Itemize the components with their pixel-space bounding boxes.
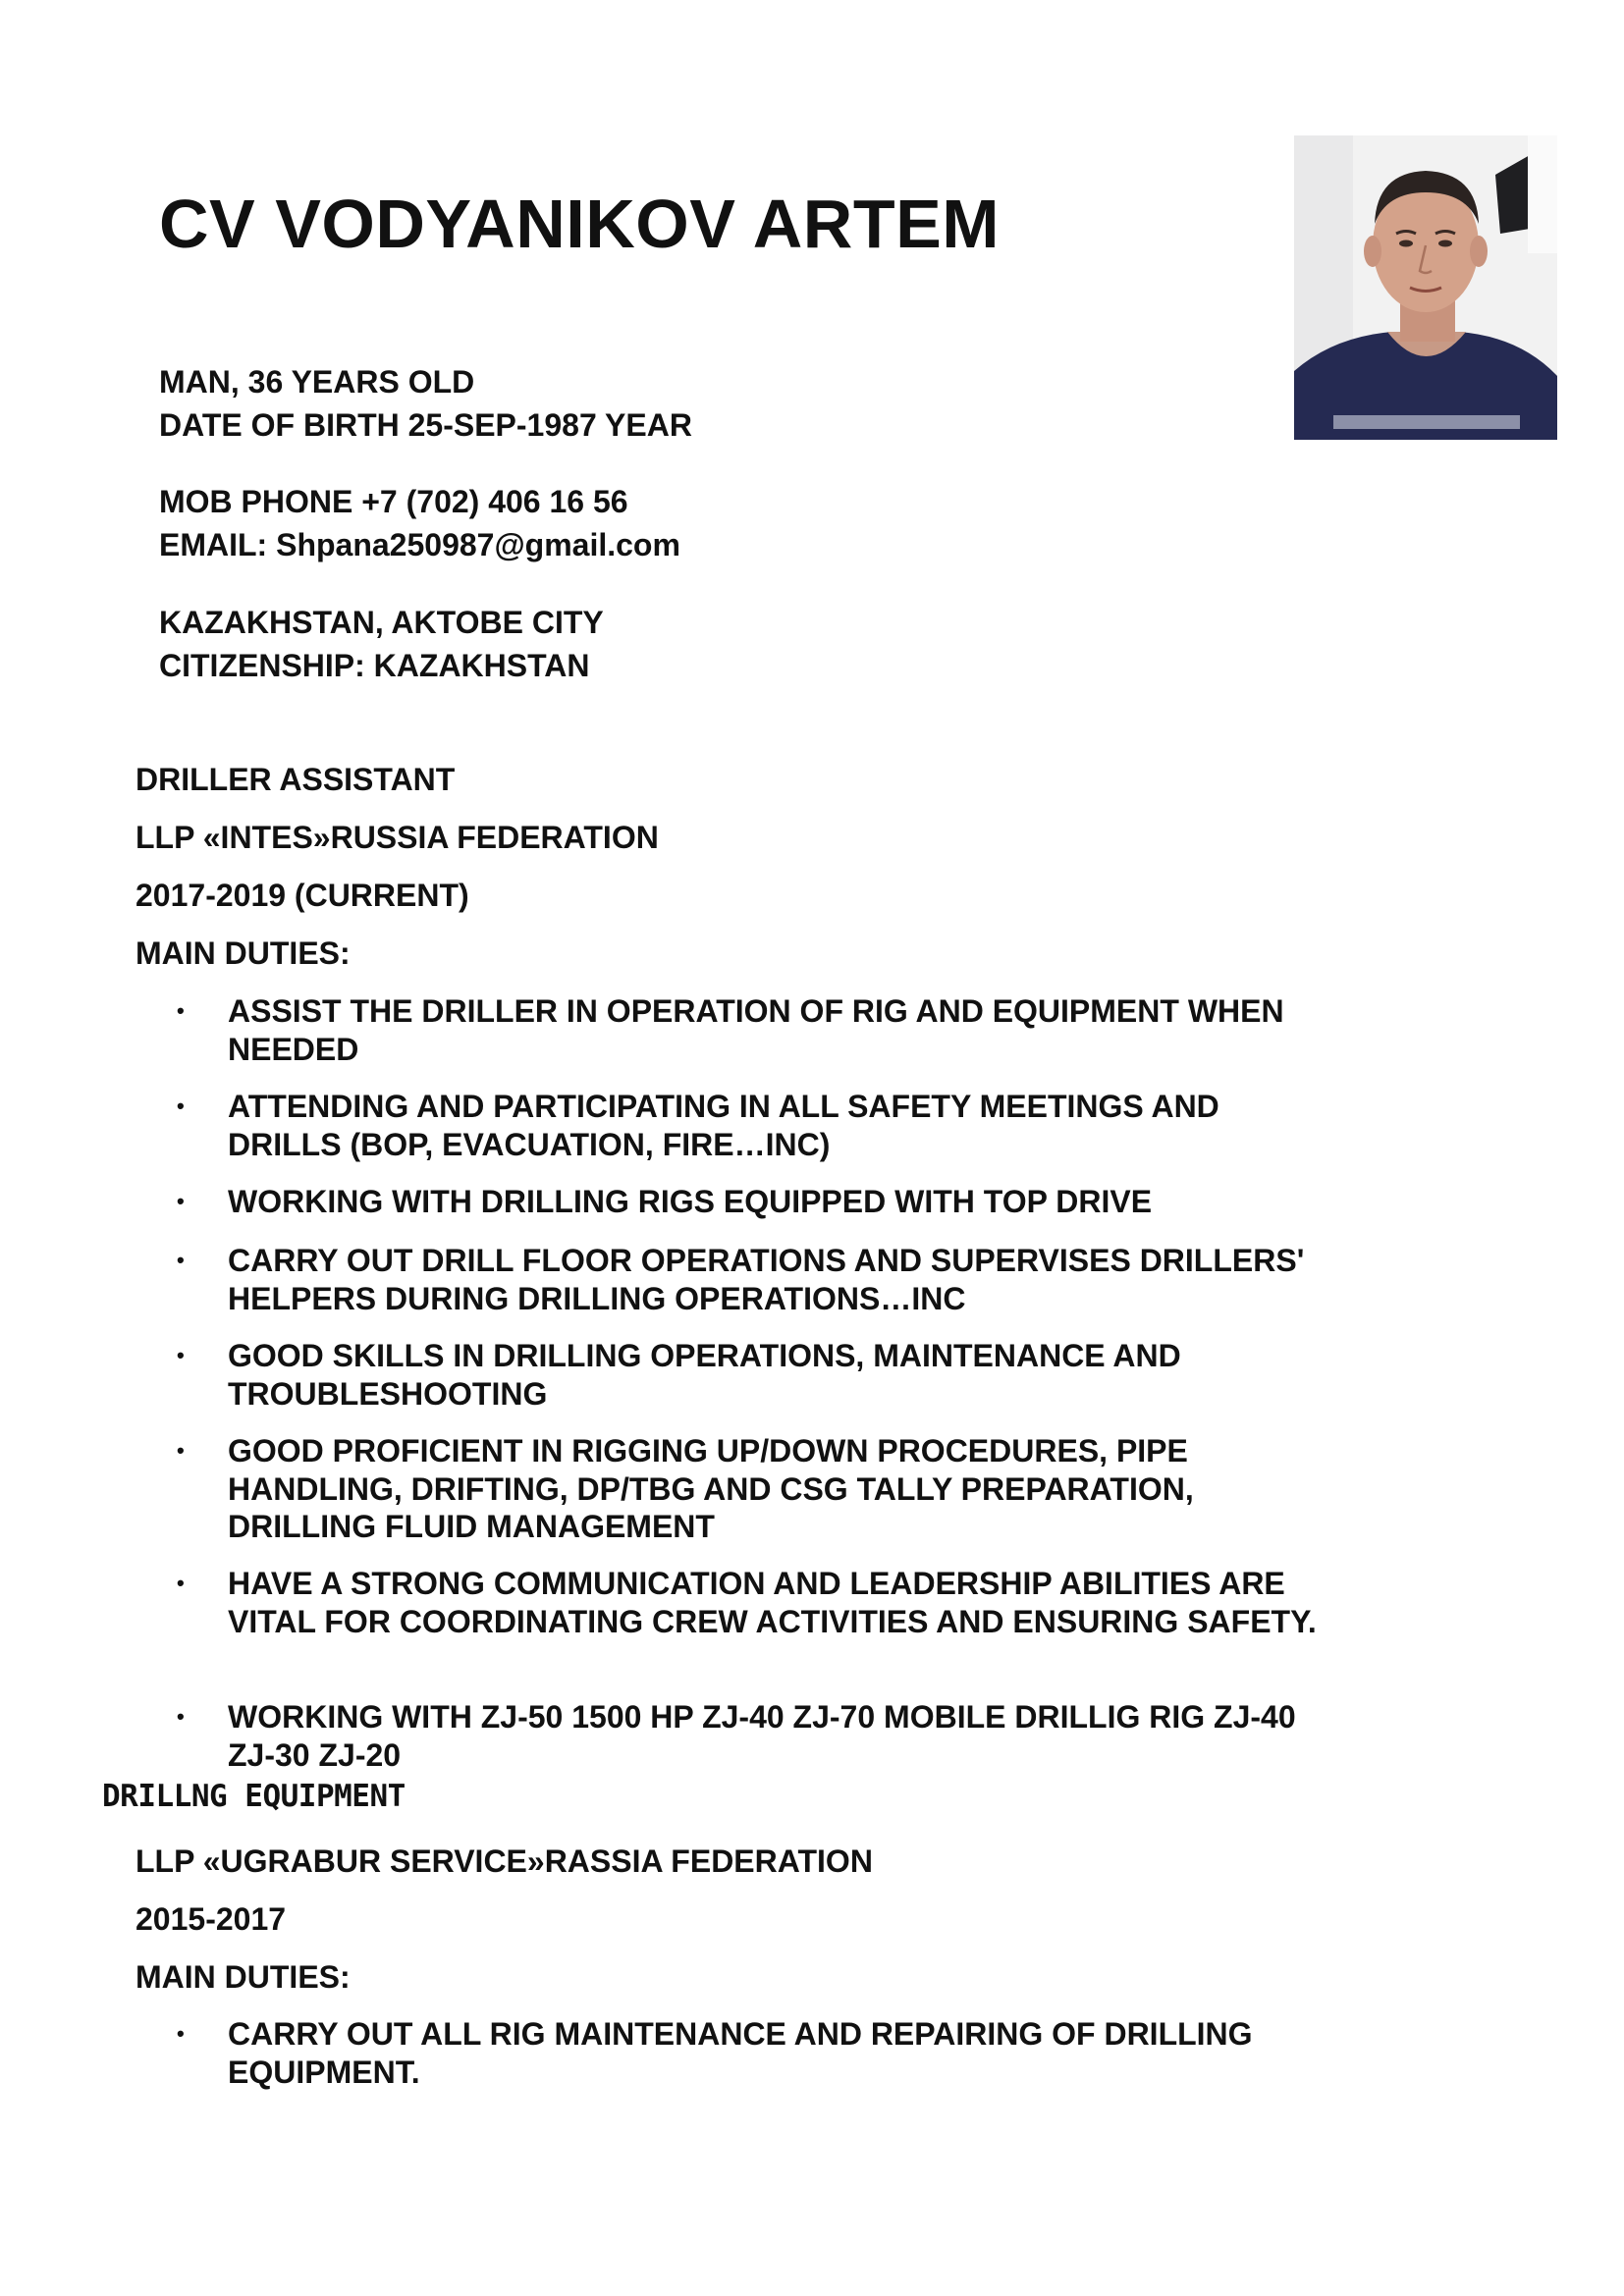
bullet-icon: • [177, 1571, 185, 1595]
bullet-icon: • [177, 1704, 185, 1729]
list-item [167, 1242, 1326, 1317]
list-item [167, 1088, 1326, 1163]
list-item [167, 1183, 1326, 1221]
duty-text: ASSIST THE DRILLER IN OPERATION OF RIG AND EQUIPMENT WHEN NEEDED [228, 993, 1284, 1067]
bullet-icon: • [177, 1343, 185, 1367]
bullet-icon: • [177, 1438, 185, 1463]
mobile-phone: MOB PHONE +7 (702) 406 16 56 [159, 484, 628, 519]
page-title: CV VODYANIKOV ARTEM [159, 186, 1001, 262]
location-info [159, 601, 604, 687]
duty-text: WORKING WITH ZJ-50 1500 HP ZJ-40 ZJ-70 MOBILE DRILLIG RIG ZJ-40 ZJ-30 ZJ-20 [228, 1699, 1296, 1773]
date-of-birth: DATE OF BIRTH 25-SEP-1987 YEAR [159, 407, 692, 443]
contact-info [159, 480, 680, 566]
duty-text: WORKING WITH DRILLING RIGS EQUIPPED WITH TOP DRIVE [228, 1184, 1153, 1219]
list-item [167, 1698, 1326, 1774]
list-item [167, 1432, 1326, 1546]
job1-duties-label: MAIN DUTIES: [135, 935, 351, 971]
list-item [167, 2015, 1326, 2091]
list-item [167, 1337, 1326, 1413]
job2-duties-label: MAIN DUTIES: [135, 1959, 351, 1995]
job1-company: LLP «INTES»RUSSIA FEDERATION [135, 820, 659, 855]
duty-text: CARRY OUT DRILL FLOOR OPERATIONS AND SUPERVISES DRILLERS' HELPERS DURING DRILLING OPERATIONS…INC [228, 1243, 1305, 1316]
duty-text: GOOD PROFICIENT IN RIGGING UP/DOWN PROCEDURES, PIPE HANDLING, DRIFTING, DP/TBG AND CSG TALLY PREPARATION, DRILLING FLUID MANAGEMENT [228, 1433, 1194, 1544]
email-address: EMAIL: Shpana250987@gmail.com [159, 527, 680, 562]
location: KAZAKHSTAN, AKTOBE CITY [159, 605, 604, 640]
personal-basics [159, 360, 692, 447]
job1-position: DRILLER ASSISTANT [135, 762, 456, 797]
list-item [167, 992, 1326, 1068]
bullet-icon: • [177, 1094, 185, 1118]
duty-text: ATTENDING AND PARTICIPATING IN ALL SAFETY MEETINGS AND DRILLS (BOP, EVACUATION, FIRE…INC) [228, 1089, 1219, 1162]
job2-period: 2015-2017 [135, 1901, 287, 1937]
duty-text: GOOD SKILLS IN DRILLING OPERATIONS, MAINTENANCE AND TROUBLESHOOTING [228, 1338, 1181, 1412]
duty-text: HAVE A STRONG COMMUNICATION AND LEADERSHIP ABILITIES ARE VITAL FOR COORDINATING CREW ACTIVITIES AND ENSURING SAFETY. [228, 1566, 1317, 1639]
gender-age: MAN, 36 YEARS OLD [159, 364, 475, 400]
bullet-icon: • [177, 2021, 185, 2046]
bullet-icon: • [177, 1248, 185, 1272]
job1-period: 2017-2019 (CURRENT) [135, 878, 469, 913]
section-heading: DRILLNG EQUIPMENT [102, 1779, 406, 1814]
bullet-icon: • [177, 998, 185, 1023]
bullet-icon: • [177, 1189, 185, 1213]
list-item [167, 1565, 1326, 1640]
duty-text: CARRY OUT ALL RIG MAINTENANCE AND REPAIRING OF DRILLING EQUIPMENT. [228, 2016, 1253, 2090]
job2-company: LLP «UGRABUR SERVICE»RASSIA FEDERATION [135, 1843, 873, 1879]
profile-photo [1294, 135, 1557, 440]
citizenship: CITIZENSHIP: KAZAKHSTAN [159, 648, 590, 683]
